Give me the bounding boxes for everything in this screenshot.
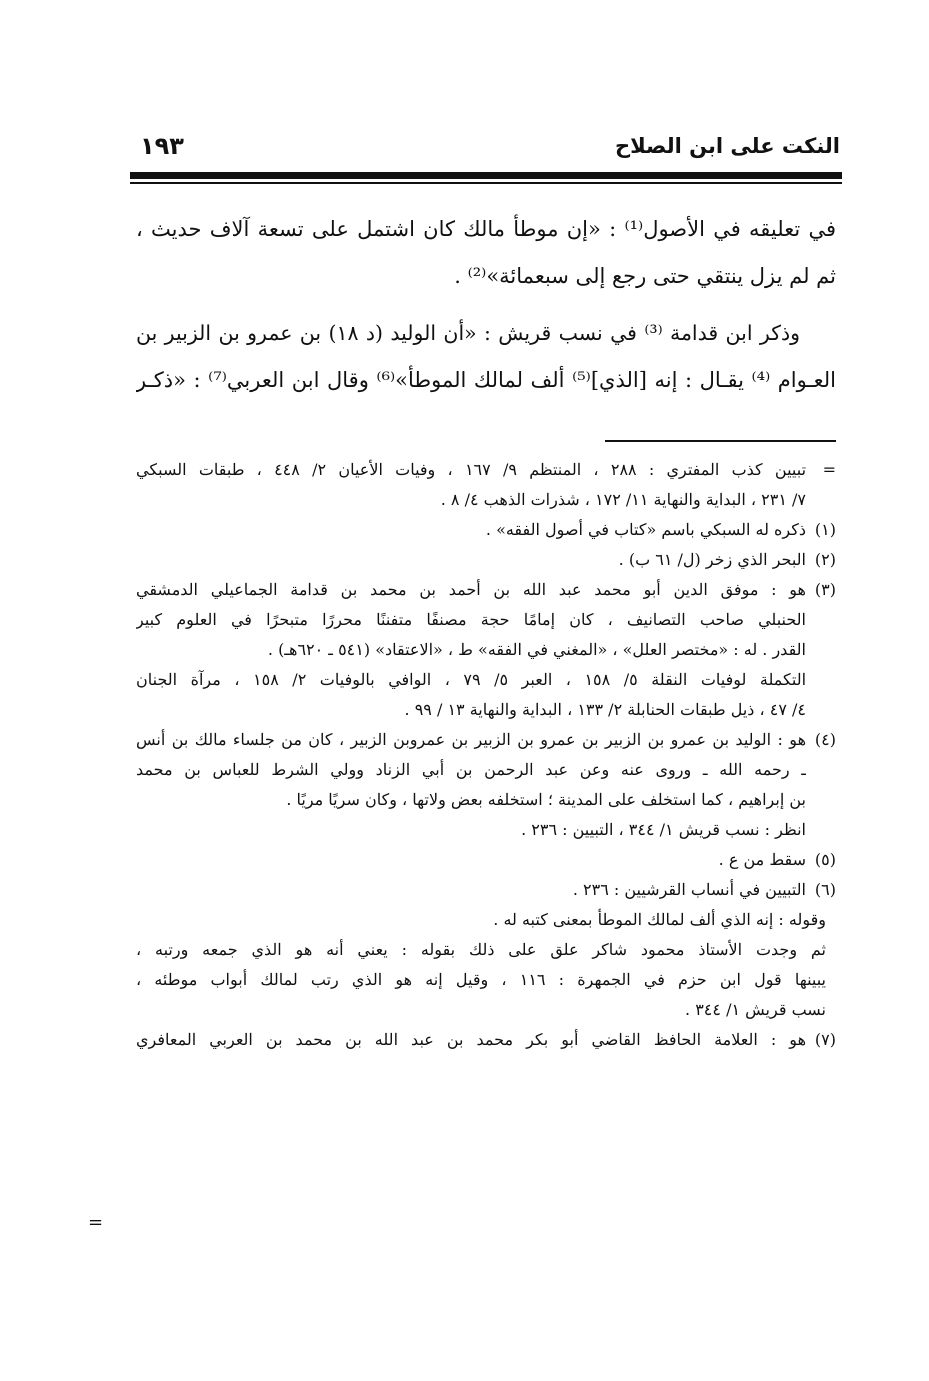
header-rule-thick [130, 172, 842, 179]
footnote-line: الحنبلي صاحب التصانيف ، كان إمامًا حجة مصنفًا متفننًا محررًا متبحرًا في العلوم كبير [136, 610, 806, 629]
main-text [136, 206, 836, 404]
footnote-line: هو : موفق الدين أبو محمد عبد الله بن أحمد بن محمد بن قدامة الجماعيلي الدمشقي [136, 580, 806, 599]
footnote-line: بن إبراهيم ، كما استخلف على المدينة ؛ استخلفه بعض ولاتها ، وكان سريًا مريًا . [286, 790, 806, 809]
main-line-1: في تعليقه في الأصول⁽¹⁾ : «إن موطأ مالك كان اشتمل على تسعة آلاف حديث ، [136, 217, 836, 241]
footnote-3 [136, 575, 836, 725]
main-line-2: ثم لم يزل ينتقي حتى رجع إلى سبعمائة»⁽²⁾ . [454, 264, 836, 288]
footnote-line: التكملة لوفيات النقلة ٥/ ١٥٨ ، العبر ٥/ ٧٩ ، الوافي بالوفيات ٢/ ١٥٨ ، مرآة الجنان [136, 670, 806, 689]
footnote-line: البحر الذي زخر (ل/ ٦١ ب) . [618, 550, 806, 569]
page-header [140, 128, 840, 168]
footnote-line: وقوله : إنه الذي ألف لمالك الموطأ بمعنى كتبه له . [493, 910, 826, 929]
footnote-number: (٦) [814, 880, 836, 899]
footnote-line: هو : الوليد بن عمرو بن الزبير بن عمرو بن الزبير بن عمروبن الزبير ، كان من جلساء مالك بن أنس [136, 730, 806, 749]
footnote-number: (١) [814, 520, 836, 539]
footnote-6 [136, 875, 836, 1025]
footnote-number: (٤) [814, 730, 836, 749]
page-number: ١٩٣ [140, 132, 184, 160]
header-rule-thin [130, 182, 842, 184]
footnote-5 [136, 845, 836, 875]
footnote-number: (٥) [814, 850, 836, 869]
continuation-mark: = [88, 1212, 104, 1233]
footnote-number: (٧) [814, 1030, 836, 1049]
footnote-continuation [136, 455, 836, 515]
footnote-line: يبينها قول ابن حزم في الجمهرة : ١١٦ ، وقيل إنه هو الذي رتب لمالك أبواب موطئه ، [136, 970, 826, 989]
footnote-number: (٣) [814, 580, 836, 599]
main-line-4: العـوام ⁽⁴⁾ يقـال : إنه [الذي]⁽⁵⁾ ألف لمالك الموطأ»⁽⁶⁾ وقال ابن العربي⁽⁷⁾ : «ذكـر [136, 368, 836, 392]
footnote-1 [136, 515, 836, 545]
footnote-line: نسب قريش ١/ ٣٤٤ . [685, 1000, 826, 1019]
footnote-line: انظر : نسب قريش ١/ ٣٤٤ ، التبيين : ٢٣٦ . [521, 820, 806, 839]
footnote-2 [136, 545, 836, 575]
footnote-line: سقط من ع . [718, 850, 806, 869]
footnote-line: ٤/ ٤٧ ، ذيل طبقات الحنابلة ٢/ ١٣٣ ، البداية والنهاية ١٣ / ٩٩ . [404, 700, 806, 719]
footnotes [136, 455, 836, 1055]
footnote-separator [605, 440, 836, 442]
footnote-line: ثم وجدت الأستاذ محمود شاكر علق على ذلك بقوله : يعني أنه هو الذي جمعه ورتبه ، [136, 940, 826, 959]
footnote-line: هو : العلامة الحافظ القاضي أبو بكر محمد بن عبد الله بن محمد بن العربي المعافري [136, 1030, 806, 1049]
continuation-marker: = [822, 460, 836, 479]
footnote-line: تبيين كذب المفتري : ٢٨٨ ، المنتظم ٩/ ١٦٧ ، وفيات الأعيان ٢/ ٤٤٨ ، طبقات السبكي [136, 460, 806, 479]
main-line-3: وذكر ابن قدامة ⁽³⁾ في نسب قريش : «أن الوليد (د ١٨) بن عمرو بن الزبير بن [136, 321, 801, 345]
footnote-line: ـ رحمه الله ـ وروى عنه وعن عبد الرحمن بن أبي الزناد وولي الشرط للعباس بن محمد [136, 760, 806, 779]
footnote-line: ذكره له السبكي باسم «كتاب في أصول الفقه» . [485, 520, 806, 539]
footnote-line: القدر . له : «مختصر العلل» ، «المغني في الفقه» ط ، «الاعتقاد» (٥٤١ ـ ٦٢٠هـ) . [267, 640, 806, 659]
footnote-4 [136, 725, 836, 845]
running-title: النكت على ابن الصلاح [614, 134, 840, 158]
footnote-number: (٢) [814, 550, 836, 569]
footnote-7 [136, 1025, 836, 1055]
footnote-line: التبيين في أنساب القرشيين : ٢٣٦ . [572, 880, 806, 899]
footnote-line: ٧/ ٢٣١ ، البداية والنهاية ١١/ ١٧٢ ، شذرات الذهب ٤/ ٨ . [440, 490, 806, 509]
